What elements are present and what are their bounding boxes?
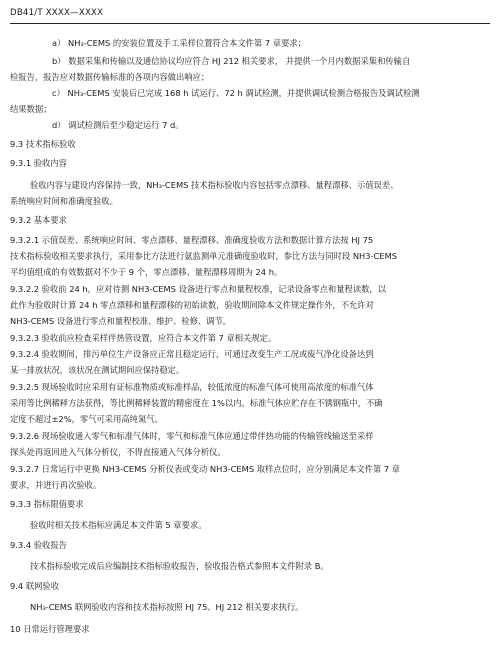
list-item-c-cont: 结果数据； bbox=[10, 104, 52, 114]
section-9-3-heading: 9.3 技术指标验收 bbox=[10, 139, 76, 149]
list-item-c: c） NH₃-CEMS 安装后已完成 168 h 试运行、72 h 调试检测，并提供调试检测合格报告及调试检测 bbox=[52, 88, 420, 98]
clause-9-3-2-1: 9.3.2.1 示值误差、系统响应时间、零点漂移、量程漂移、准确度验收方法和数据计算方法按 HJ 75 bbox=[10, 235, 374, 245]
list-item-a: a） NH₃-CEMS 的安装位置及手工采样位置符合本文件第 7 章要求； bbox=[52, 38, 306, 48]
clause-9-3-2-7: 9.3.2.7 日常运行中更换 NH3-CEMS 分析仪表或变动 NH3-CEMS 取样点位时，应分别满足本文件第 7 章 bbox=[10, 464, 401, 474]
paragraph-line: 系统响应时间和准确度验收。 bbox=[10, 196, 118, 206]
list-item-b: b） 数据采集和传输以及通信协议均应符合 HJ 212 相关要求， 并提供一个月内数据采集和传输自 bbox=[52, 56, 411, 66]
section-10-heading: 10 日常运行管理要求 bbox=[10, 624, 90, 634]
paragraph-line: 采用等比例稀释方法获得，等比例稀释装置的精密度在 1%以内。标准气体应贮存在不锈钢瓶中，不确 bbox=[10, 398, 383, 408]
paragraph-line: 探头处再返回进入气体分析仪，不得直接通入气体分析仪。 bbox=[10, 447, 226, 457]
section-9-3-3-heading: 9.3.3 指标限值要求 bbox=[10, 499, 84, 509]
header-doc-code: DB41/T XXXX—XXXX bbox=[10, 8, 104, 18]
section-9-3-1-heading: 9.3.1 验收内容 bbox=[10, 158, 67, 168]
section-9-3-4-heading: 9.3.4 验收报告 bbox=[10, 540, 67, 550]
list-item-b-cont: 检报告，报告应对数据传输标准的各项内容做出响应； bbox=[10, 72, 210, 82]
paragraph-line: 验收内容与建设内容保持一致，NH₃-CEMS 技术指标验收内容包括零点漂移、量程漂移、示值误差、 bbox=[30, 180, 399, 190]
paragraph-line: 定度不超过±2%，零气可采用高纯氮气。 bbox=[10, 414, 163, 424]
paragraph-line: NH₃-CEMS 联网验收内容和技术指标按照 HJ 75、HJ 212 相关要求执行。 bbox=[30, 602, 304, 612]
clause-9-3-2-6: 9.3.2.6 现场验收通入零气和标准气体时，零气和标准气体应通过带伴热功能的传输管线输送至采样 bbox=[10, 431, 374, 441]
clause-9-3-2-2: 9.3.2.2 验收前 24 h，应对待测 NH3-CEMS 设备进行零点和量程校准，记录设备零点和量程读数，以 bbox=[10, 284, 387, 294]
paragraph-line: 验收时相关技术指标应满足本文件第 5 章要求。 bbox=[30, 520, 207, 530]
clause-9-3-2-5: 9.3.2.5 现场验收时应采用有证标准物质或标准样品，较低浓度的标准气体可使用高浓度的标准气体 bbox=[10, 382, 374, 392]
header-rule bbox=[10, 23, 490, 24]
section-9-4-heading: 9.4 联网验收 bbox=[10, 581, 60, 591]
clause-9-3-2-4: 9.3.2.4 验收期间，排污单位生产设备应正常且稳定运行，可通过改变生产工况或废气净化设备达到 bbox=[10, 349, 374, 359]
list-item-d: d） 调试检测后至少稳定运行 7 d。 bbox=[52, 120, 184, 130]
paragraph-line: NH3-CEMS 设备进行零点和量程校准、维护、检修、调节。 bbox=[10, 316, 232, 326]
paragraph-line: 此作为验收时计算 24 h 零点漂移和量程漂移的初始读数，验收期间除本文件规定操作外，不允许对 bbox=[10, 300, 374, 310]
section-9-3-2-heading: 9.3.2 基本要求 bbox=[10, 215, 67, 225]
paragraph-line: 技术指标验收完成后应编制技术指标验收报告，验收报告格式参照本文件附录 B。 bbox=[30, 561, 329, 571]
paragraph-line: 某一排放状况，该状况在测试期间应保持稳定。 bbox=[10, 365, 185, 375]
clause-9-3-2-3: 9.3.2.3 验收前应检查采样伴热管设置，应符合本文件第 7 章相关规定。 bbox=[10, 333, 277, 343]
paragraph-line: 平均值组成的有效数据对不少于 9 个，零点漂移、量程漂移周期为 24 h。 bbox=[10, 267, 283, 277]
paragraph-line: 技术指标验收相关要求执行，采用参比方法进行氨监测单元准确度验收时，参比方法与同时段 NH3-CEMS bbox=[10, 251, 397, 261]
paragraph-line: 要求，并进行再次验收。 bbox=[10, 480, 102, 490]
